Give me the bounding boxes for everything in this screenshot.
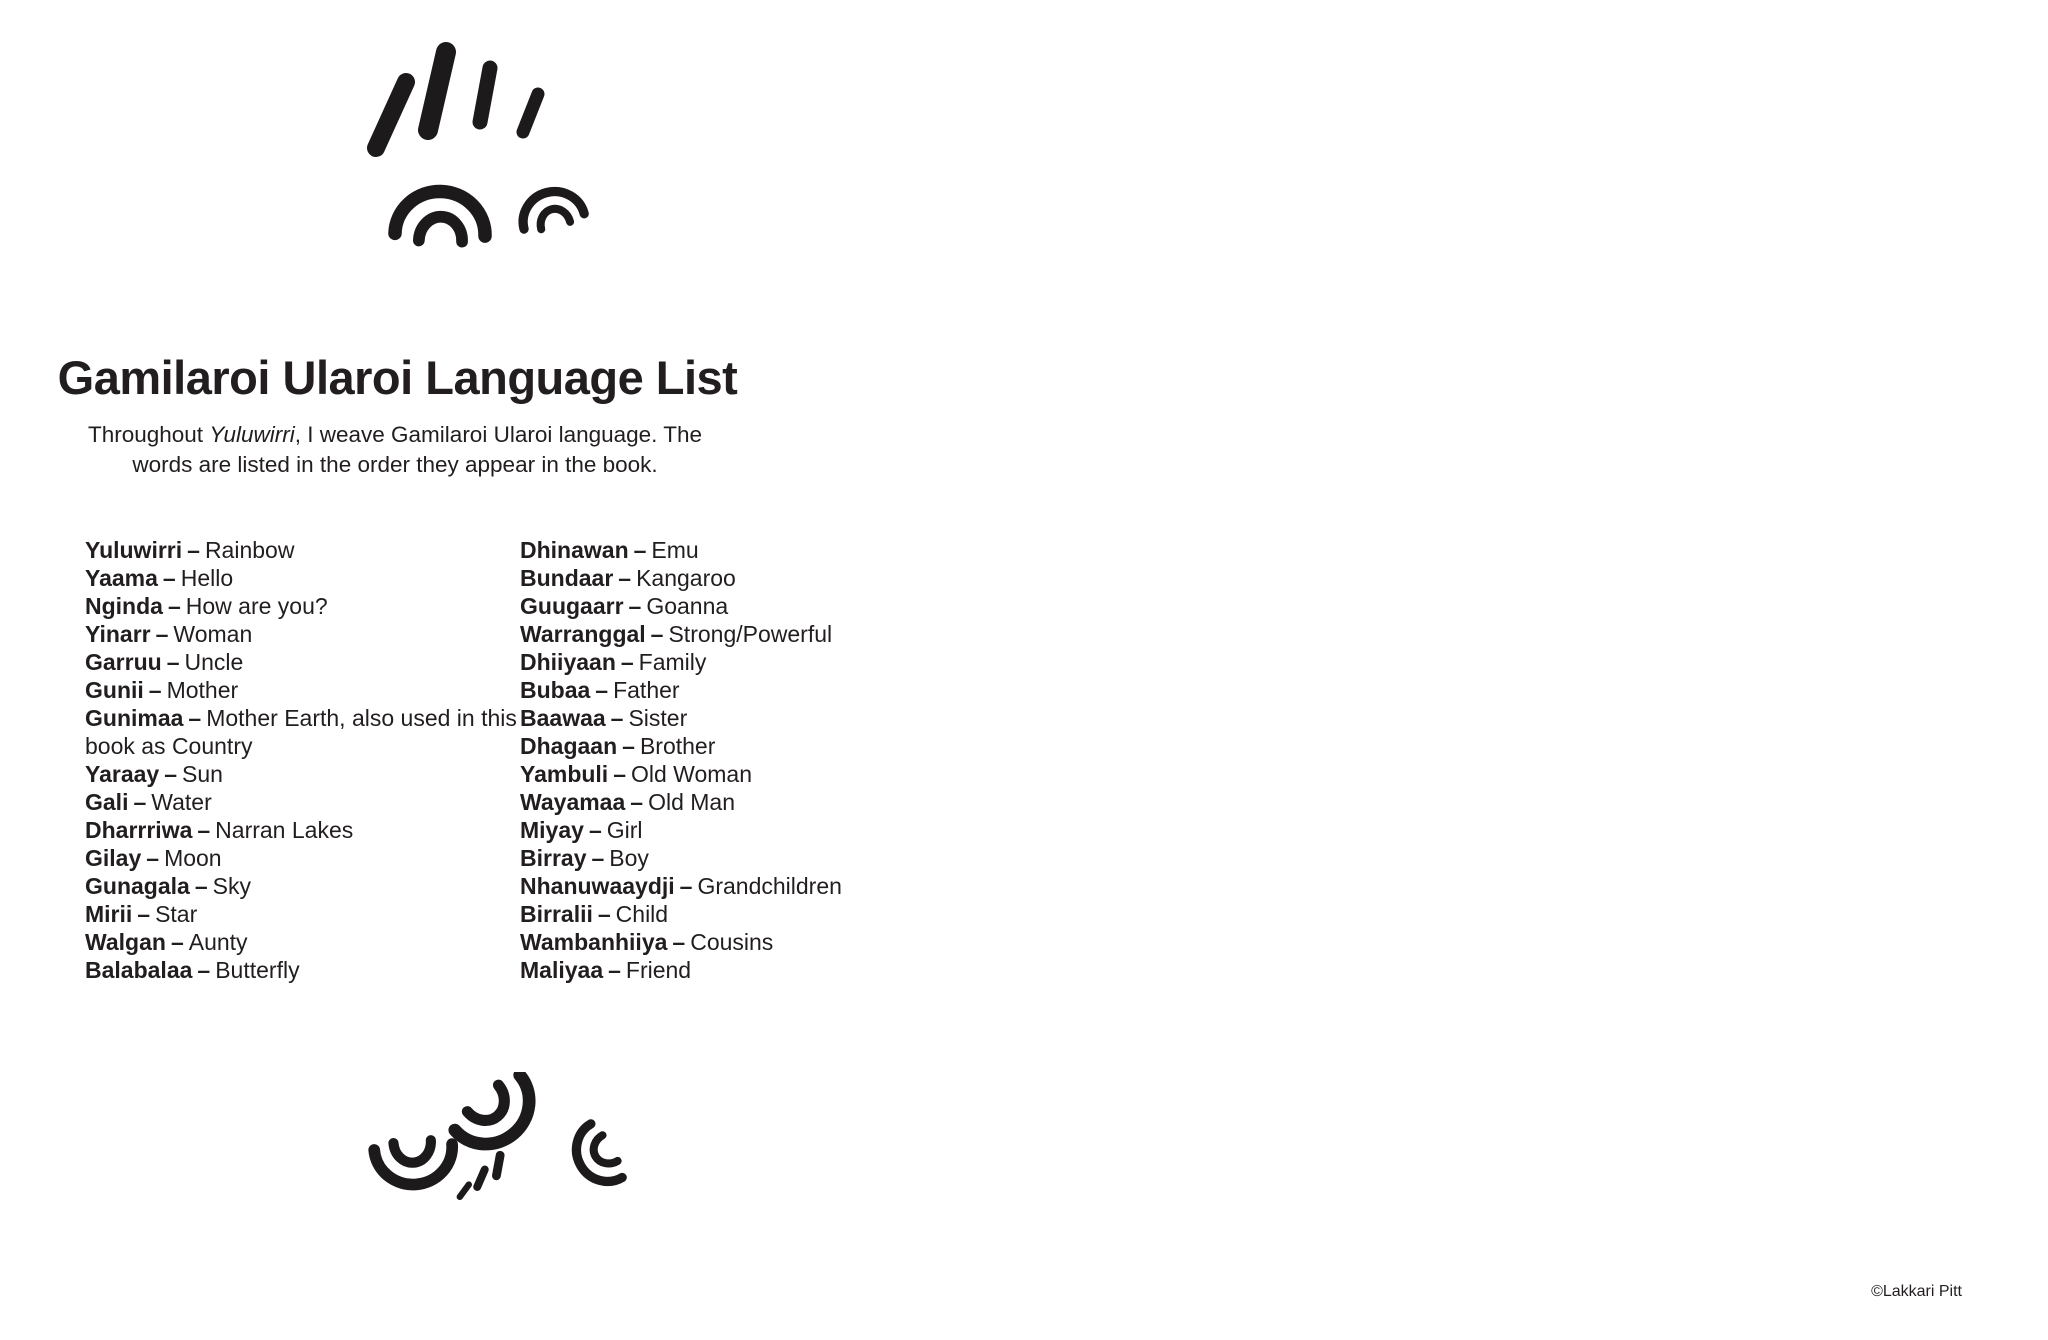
word-list-column-1	[85, 536, 517, 984]
word-list-entry	[520, 592, 970, 620]
dash-separator: –	[170, 929, 184, 955]
word-list-entry	[520, 872, 970, 900]
word-list-entry	[85, 620, 517, 648]
gamilaroi-word: Yuluwirri	[85, 537, 183, 563]
gamilaroi-word: Wayamaa	[520, 789, 626, 815]
word-list-entry	[85, 900, 517, 928]
intro-text	[70, 420, 720, 480]
dash-separator: –	[164, 761, 177, 787]
dash-separator: –	[597, 901, 611, 927]
word-meaning: Father	[613, 677, 680, 703]
word-list-entry	[85, 536, 517, 564]
word-meaning: Rainbow	[204, 537, 295, 563]
dash-separator: –	[633, 537, 647, 563]
hand-motif-icon	[358, 30, 598, 265]
dash-separator: –	[622, 733, 635, 759]
word-list-entry	[85, 760, 517, 788]
gamilaroi-word: Nginda	[85, 593, 163, 619]
dash-separator: –	[591, 845, 605, 871]
word-meaning: Brother	[639, 733, 716, 759]
dash-separator: –	[194, 873, 208, 899]
dash-separator: –	[197, 817, 211, 843]
dash-separator: –	[650, 621, 664, 647]
gamilaroi-word: Gunimaa	[85, 705, 184, 731]
gamilaroi-word: Balabalaa	[85, 957, 193, 983]
dash-separator: –	[167, 593, 181, 619]
word-list-entry	[520, 564, 970, 592]
swirl-motif-icon	[362, 1072, 642, 1237]
word-list-entry	[85, 676, 517, 704]
word-list-entry	[85, 592, 517, 620]
word-meaning: Grandchildren	[697, 873, 842, 899]
dash-separator: –	[620, 649, 634, 675]
gamilaroi-word: Gali	[85, 789, 129, 815]
word-meaning: Star	[155, 901, 198, 927]
dash-separator: –	[679, 873, 693, 899]
dash-separator: –	[133, 789, 147, 815]
gamilaroi-word: Garruu	[85, 649, 162, 675]
word-list-entry	[85, 956, 517, 984]
word-meaning: Moon	[164, 845, 222, 871]
gamilaroi-word: Gunagala	[85, 873, 190, 899]
word-meaning: Old Man	[648, 789, 735, 815]
dash-separator: –	[613, 761, 626, 787]
gamilaroi-word: Birralii	[520, 901, 593, 927]
word-list-entry	[520, 816, 970, 844]
dash-separator: –	[148, 677, 162, 703]
intro-prefix: Throughout	[87, 422, 204, 447]
dash-separator: –	[672, 929, 686, 955]
word-list-entry	[520, 620, 970, 648]
word-list-entry	[520, 956, 970, 984]
gamilaroi-word: Yambuli	[520, 761, 609, 787]
gamilaroi-word: Walgan	[85, 929, 166, 955]
gamilaroi-word: Maliyaa	[520, 957, 604, 983]
gamilaroi-word: Yaraay	[85, 761, 160, 787]
word-meaning: Family	[638, 649, 707, 675]
word-meaning: Butterfly	[215, 957, 300, 983]
gamilaroi-word: Yaama	[85, 565, 158, 591]
dash-separator: –	[188, 705, 202, 731]
dash-separator: –	[595, 677, 609, 703]
dash-separator: –	[618, 565, 632, 591]
gamilaroi-word: Dhagaan	[520, 733, 618, 759]
gamilaroi-word: Nhanuwaaydji	[520, 873, 675, 899]
dash-separator: –	[197, 957, 211, 983]
word-meaning: Aunty	[188, 929, 248, 955]
word-list-entry	[520, 704, 970, 732]
word-list-entry	[520, 788, 970, 816]
gamilaroi-word: Dhiiyaan	[520, 649, 616, 675]
dash-separator: –	[155, 621, 169, 647]
word-list-entry	[85, 816, 517, 844]
word-meaning: Sister	[628, 705, 688, 731]
word-list-entry	[520, 536, 970, 564]
word-meaning: Narran Lakes	[215, 817, 354, 843]
dash-separator: –	[137, 901, 151, 927]
gamilaroi-word: Gilay	[85, 845, 142, 871]
gamilaroi-word: Bubaa	[520, 677, 591, 703]
gamilaroi-word: Birray	[520, 845, 587, 871]
word-meaning: Child	[615, 901, 669, 927]
word-list-entry	[85, 872, 517, 900]
word-list-entry	[85, 648, 517, 676]
word-meaning: Friend	[625, 957, 692, 983]
word-list-entry	[520, 648, 970, 676]
dash-separator: –	[628, 593, 642, 619]
dash-separator: –	[608, 957, 621, 983]
word-list-column-2	[520, 536, 970, 984]
word-meaning: Old Woman	[631, 761, 753, 787]
word-meaning: Sun	[182, 761, 223, 787]
word-list-entry	[520, 844, 970, 872]
word-list-entry	[520, 760, 970, 788]
gamilaroi-word: Bundaar	[520, 565, 614, 591]
intro-suffix: , I weave Gamilaroi Ularoi language. The words are listed in the order they appear in the book.	[132, 422, 703, 477]
dash-separator: –	[610, 705, 624, 731]
word-list-entry	[520, 732, 970, 760]
word-meaning: Goanna	[646, 593, 729, 619]
word-meaning: Hello	[180, 565, 234, 591]
dash-separator: –	[146, 845, 160, 871]
dash-separator: –	[166, 649, 180, 675]
word-meaning: Boy	[609, 845, 649, 871]
gamilaroi-word: Warranggal	[520, 621, 646, 647]
right-page	[1024, 0, 2048, 1340]
word-list-entry	[520, 928, 970, 956]
word-list-entry	[85, 788, 517, 816]
word-list-entry	[85, 704, 517, 760]
word-meaning: Cousins	[690, 929, 774, 955]
word-meaning: Uncle	[184, 649, 244, 675]
word-meaning: Mother Earth, also used in this book as Country	[85, 705, 517, 759]
word-list-entry	[520, 900, 970, 928]
gamilaroi-word: Dhinawan	[520, 537, 629, 563]
dash-separator: –	[588, 817, 602, 843]
gamilaroi-word: Baawaa	[520, 705, 606, 731]
word-list-entry	[520, 676, 970, 704]
word-meaning: How are you?	[185, 593, 328, 619]
dash-separator: –	[187, 537, 200, 563]
word-meaning: Water	[151, 789, 212, 815]
word-meaning: Sky	[212, 873, 251, 899]
gamilaroi-word: Gunii	[85, 677, 144, 703]
gamilaroi-word: Guugaarr	[520, 593, 624, 619]
word-meaning: Woman	[173, 621, 253, 647]
dash-separator: –	[630, 789, 644, 815]
word-meaning: Mother	[166, 677, 239, 703]
dash-separator: –	[162, 565, 176, 591]
word-meaning: Strong/Powerful	[668, 621, 833, 647]
copyright-credit: ©Lakkari Pitt	[1871, 1283, 1962, 1300]
intro-italic-word: Yuluwirri	[209, 422, 295, 447]
gamilaroi-word: Dharrriwa	[85, 817, 193, 843]
word-list-entry	[85, 928, 517, 956]
gamilaroi-word: Miyay	[520, 817, 584, 843]
word-meaning: Kangaroo	[636, 565, 736, 591]
word-list-entry	[85, 564, 517, 592]
gamilaroi-word: Mirii	[85, 901, 133, 927]
gamilaroi-word: Wambanhiiya	[520, 929, 668, 955]
word-meaning: Emu	[651, 537, 699, 563]
word-list-entry	[85, 844, 517, 872]
page-title: Gamilaroi Ularoi Language List	[57, 351, 738, 404]
gamilaroi-word: Yinarr	[85, 621, 151, 647]
word-meaning: Girl	[606, 817, 643, 843]
